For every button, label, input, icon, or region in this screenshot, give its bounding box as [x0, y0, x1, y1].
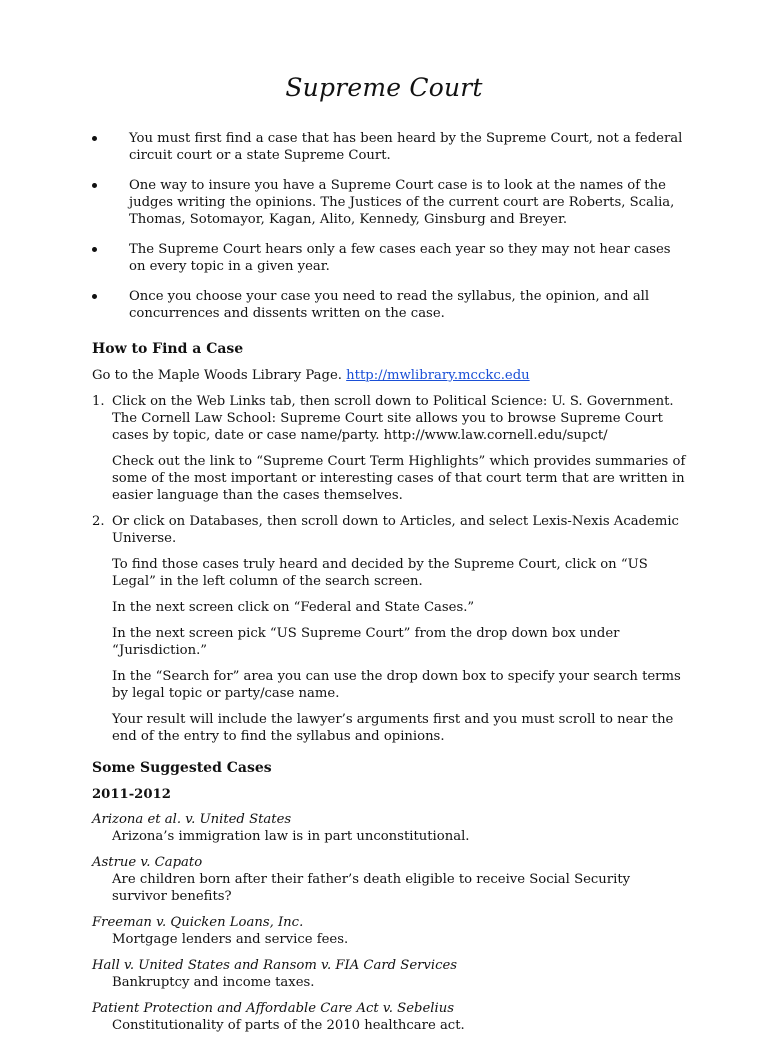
step-item — [92, 393, 686, 504]
step-paragraph: In the next screen pick “US Supreme Court” from the drop down box under “Jurisdiction.” — [112, 626, 620, 658]
step-paragraph: In the next screen click on “Federal and State Cases.” — [112, 600, 475, 615]
case-name: Hall v. United States and Ransom v. FIA Card Services — [92, 958, 458, 973]
case-name: Arizona et al. v. United States — [92, 812, 292, 827]
step-number: 2. — [92, 514, 105, 529]
bullet-item: One way to insure you have a Supreme Court case is to look at the names of the judges writing the opinions. The Justices of the current court are Roberts, Scalia, Thomas, Sotomayor, Kagan, Alito, Kennedy, Ginsburg and Breyer. — [92, 177, 686, 228]
case-description: Bankruptcy and income taxes. — [112, 975, 315, 990]
how-to-intro: Go to the Maple Woods Library Page. http://mwlibrary.mcckc.edu — [92, 368, 530, 383]
case-description: Constitutionality of parts of the 2010 healthcare act. — [112, 1018, 465, 1033]
intro-bullet-list — [92, 130, 686, 322]
step-paragraph: To find those cases truly heard and decided by the Supreme Court, click on “US Legal” in the left column of the search screen. — [112, 557, 648, 589]
step-paragraph: Click on the Web Links tab, then scroll down to Political Science: U. S. Government. The Cornell Law School: Supreme Court site allows you to browse Supreme Court cases by topic, date or case name/party. http://www.law.cornell.edu/supct/ — [112, 394, 674, 443]
suggested-cases-heading: Some Suggested Cases — [92, 760, 272, 776]
step-paragraph: Or click on Databases, then scroll down to Articles, and select Lexis-Nexis Academic Universe. — [112, 514, 679, 546]
case-name: Patient Protection and Affordable Care Act v. Sebelius — [92, 1001, 454, 1016]
how-to-heading: How to Find a Case — [92, 341, 244, 357]
case-name: Astrue v. Capato — [92, 855, 203, 870]
case-item — [92, 914, 686, 948]
library-link[interactable]: http://mwlibrary.mcckc.edu — [346, 368, 530, 383]
bullet-icon — [92, 136, 97, 141]
steps-list — [92, 393, 686, 745]
bullet-item: Once you choose your case you need to read the syllabus, the opinion, and all concurrences and dissents written on the case. — [92, 288, 686, 322]
case-item — [92, 854, 686, 905]
case-description: Arizona’s immigration law is in part unconstitutional. — [112, 829, 470, 844]
case-description: Are children born after their father’s death eligible to receive Social Security survivor benefits? — [112, 872, 631, 904]
case-item — [92, 1000, 686, 1034]
case-name: Freeman v. Quicken Loans, Inc. — [92, 915, 304, 930]
step-paragraph: Check out the link to “Supreme Court Term Highlights” which provides summaries of some of the most important or interesting cases of that court term that are written in easier language than the cases themselves. — [112, 454, 686, 503]
step-number: 1. — [92, 394, 105, 409]
document-content — [92, 130, 686, 1043]
case-item — [92, 811, 686, 845]
bullet-item: You must first find a case that has been heard by the Supreme Court, not a federal circuit court or a state Supreme Court. — [92, 130, 686, 164]
step-paragraph: In the “Search for” area you can use the drop down box to specify your search terms by legal topic or party/case name. — [112, 669, 681, 701]
bullet-icon — [92, 294, 97, 299]
case-item — [92, 957, 686, 991]
case-description: Mortgage lenders and service fees. — [112, 932, 349, 947]
bullet-icon — [92, 183, 97, 188]
term-year: 2011-2012 — [92, 787, 171, 802]
step-item — [92, 513, 686, 745]
bullet-icon — [92, 247, 97, 252]
page-title: Supreme Court — [285, 73, 483, 102]
step-paragraph: Your result will include the lawyer’s arguments first and you must scroll to near the end of the entry to find the syllabus and opinions. — [112, 712, 674, 744]
bullet-item: The Supreme Court hears only a few cases each year so they may not hear cases on every topic in a given year. — [92, 241, 686, 275]
